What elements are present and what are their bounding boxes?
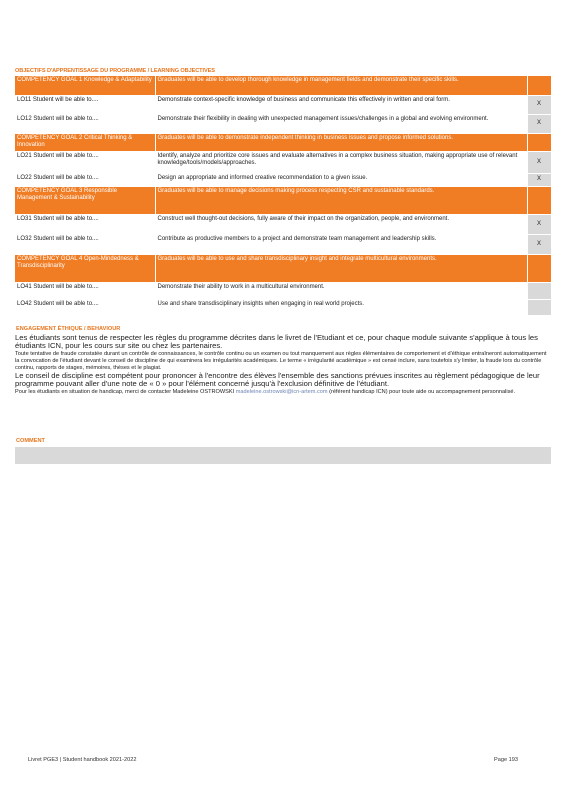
outcome-mark: X — [527, 234, 551, 254]
ethics-paragraph-rules: Les étudiants sont tenus de respecter les règles du programme décrites dans le livret de l'Etudiant et ce, pour chaque module suivante s'applique à tous les étudiants ICN, pour les cours sur site ou chez les partenaires. — [15, 333, 538, 351]
competency-row — [15, 254, 551, 282]
outcome-row — [15, 299, 551, 315]
competency-row — [15, 186, 551, 214]
outcome-mark: X — [527, 151, 551, 173]
ethics-section — [15, 334, 551, 396]
learning-objectives-table — [15, 76, 552, 316]
outcome-text: Identify, analyze and prioritize core issues and evaluate alternatives in a complex business situation, making appropriate use of relevant knowledge/tools/models/approaches. — [155, 151, 527, 173]
outcome-row — [15, 114, 551, 133]
footer-handbook-label: Livret PGE3 | Student handbook 2021-2022 — [28, 757, 137, 763]
ethics-paragraph-fraud: Toute tentative de fraude constatée durant un contrôle de connaissances, le contrôle continu ou un examen ou tout manquement aux règles élémentaires de comportement et d'éthique entraîneront automatiquement la convocation de l'étudiant devant le conseil de discipline de qui examinera les irrégularités académiques. Le terme « irrégularité académique » est censé inclure, sans toutefois s'y limiter, la fraude lors du contrôle continu, rapports de stages, mémoires, thèses et le plagiat. — [15, 350, 547, 371]
outcome-text: Demonstrate their flexibility in dealing with unexpected management issues/challenges in a global and evolving environment. — [155, 114, 527, 133]
outcome-mark — [527, 282, 551, 299]
competency-description: Graduates will be able to manage decisions making process respecting CSR and sustainable standards. — [155, 186, 527, 214]
outcome-code: LO41 Student will be able to.... — [15, 282, 155, 299]
outcome-code: LO31 Student will be able to.... — [15, 214, 155, 234]
outcome-text: Use and share transdisciplinary insights when engaging in real world projects. — [155, 299, 527, 315]
outcome-row — [15, 95, 551, 114]
outcome-mark: X — [527, 114, 551, 133]
outcome-mark: X — [527, 173, 551, 186]
competency-label: COMPETENCY GOAL 2 Critical Thinking & Innovation — [15, 133, 155, 151]
outcome-row — [15, 151, 551, 173]
comment-heading: COMMENT — [16, 438, 45, 444]
competency-description: Graduates will be able to demonstrate independent thinking in business issues and propose informed solutions. — [155, 133, 527, 151]
competency-mark-cell — [527, 76, 551, 95]
outcome-row — [15, 214, 551, 234]
competency-label: COMPETENCY GOAL 1 Knowledge & Adaptability — [15, 76, 155, 95]
outcome-text: Demonstrate their ability to work in a multicultural environment. — [155, 282, 527, 299]
outcome-text: Design an appropriate and informed creative recommendation to a given issue. — [155, 173, 527, 186]
outcome-code: LO22 Student will be able to.... — [15, 173, 155, 186]
outcome-code: LO12 Student will be able to.... — [15, 114, 155, 133]
competency-mark-cell — [527, 186, 551, 214]
outcome-code: LO42 Student will be able to.... — [15, 299, 155, 315]
outcome-code: LO21 Student will be able to.... — [15, 151, 155, 173]
outcome-code: LO11 Student will be able to.... — [15, 95, 155, 114]
contact-email-link[interactable]: madeleine.ostrowski@icn-artem.com — [235, 388, 328, 395]
page-number: Page 193 — [494, 757, 518, 763]
ethics-heading: ENGAGEMENT ÉTHIQUE / BEHAVIOUR — [15, 325, 551, 333]
comment-box — [15, 447, 551, 464]
disability-text-start: Pour les étudiants en situation de handicap, merci de contacter Madeleine OSTROWSKI — [15, 388, 235, 395]
outcome-mark: X — [527, 95, 551, 114]
outcome-mark: X — [527, 214, 551, 234]
ethics-paragraph-discipline: Le conseil de discipline est compétent pour prononcer à l'encontre des élèves l'ensemble des sanctions prévues inscrites au règlement pédagogique de leur programme pouvant aller d'une note de « 0 » pour l'élément concerné jusqu'à l'exclusion définitive de l'étudiant. — [15, 370, 540, 389]
outcome-text: Construct well thought-out decisions, fully aware of their impact on the organization, people, and environment. — [155, 214, 527, 234]
competency-mark-cell — [527, 133, 551, 151]
competency-row — [15, 76, 551, 95]
competency-description: Graduates will be able to develop thorough knowledge in management fields and demonstrate their specific skills. — [155, 76, 527, 95]
competency-mark-cell — [527, 254, 551, 282]
outcome-text: Demonstrate context-specific knowledge of business and communicate this effectively in written and oral form. — [155, 95, 527, 114]
competency-row — [15, 133, 551, 151]
outcome-row — [15, 282, 551, 299]
outcome-row — [15, 234, 551, 254]
competency-description: Graduates will be able to use and share transdisciplinary insight and integrate multicultural environments. — [155, 254, 527, 282]
outcome-mark — [527, 299, 551, 315]
outcome-row — [15, 173, 551, 186]
competency-label: COMPETENCY GOAL 4 Open-Mindedness & Transdisciplinarity — [15, 254, 155, 282]
outcome-text: Contribute as productive members to a project and demonstrate team management and leadership skills. — [155, 234, 527, 254]
ethics-paragraph-disability — [15, 389, 551, 396]
disability-text-end: (référent handicap ICN) pour toute aide ou accompagnement personnalisé. — [329, 388, 516, 395]
competency-label: COMPETENCY GOAL 3 Responsible Management & Sustainability — [15, 186, 155, 214]
outcome-code: LO32 Student will be able to.... — [15, 234, 155, 254]
page-title: OBJECTIFS D'APPRENTISSAGE DU PROGRAMME / LEARNING OBJECTIVES — [15, 68, 215, 74]
